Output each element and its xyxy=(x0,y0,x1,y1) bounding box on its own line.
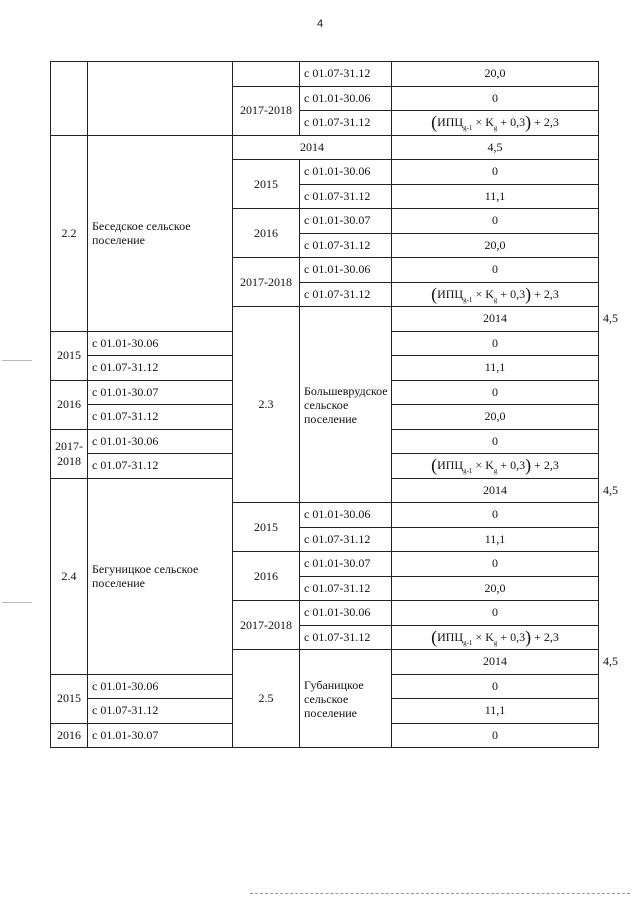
year-cell: 2016 xyxy=(51,380,88,429)
row-number-cell: 2.4 xyxy=(51,478,88,674)
table-row: 2.5 Губаницкое сельское поселение 2014 4,5 xyxy=(51,650,599,675)
value-cell: 11,1 xyxy=(392,527,599,552)
table-row: 2.4 Бегуницкое сельское поселение 2014 4,5 xyxy=(51,478,599,503)
period-cell: с 01.01-30.06 xyxy=(300,86,392,111)
period-cell: с 01.07-31.12 xyxy=(300,184,392,209)
value-cell: 0 xyxy=(392,723,599,748)
base-year-cell: 2014 xyxy=(233,135,392,160)
page-number: 4 xyxy=(316,18,324,30)
period-cell: с 01.07-31.12 xyxy=(88,405,233,430)
tariff-formula: $(ИПЦ_{g-1} \times K_g + 0,3) + 2,3$ xyxy=(431,455,559,476)
settlement-name-cell: Большеврудское сельское поселение xyxy=(300,307,392,503)
row-number-cell: 2.2 xyxy=(51,135,88,331)
period-cell: с 01.01-30.06 xyxy=(88,429,233,454)
period-cell: с 01.01-30.07 xyxy=(300,552,392,577)
settlement-name-cell: Беседское сельское поселение xyxy=(88,135,233,331)
year-cell: 2016 xyxy=(233,552,300,601)
value-cell: 0 xyxy=(392,503,599,528)
value-cell: 0 xyxy=(392,209,599,234)
footer-rule xyxy=(250,893,630,894)
value-cell: 0 xyxy=(392,258,599,283)
period-cell: с 01.01-30.07 xyxy=(300,209,392,234)
value-cell: 0 xyxy=(392,601,599,626)
margin-mark xyxy=(2,360,32,361)
period-cell: с 01.07-31.12 xyxy=(300,62,392,87)
value-cell: 0 xyxy=(392,380,599,405)
period-cell: с 01.07-31.12 xyxy=(300,576,392,601)
value-cell: 0 xyxy=(392,674,599,699)
value-cell: 0 xyxy=(392,160,599,185)
value-cell: 20,0 xyxy=(392,405,599,430)
settlement-name-cell: Губаницкое сельское поселение xyxy=(300,650,392,748)
period-cell: с 01.01-30.06 xyxy=(88,674,233,699)
value-cell: 20,0 xyxy=(392,576,599,601)
base-year-cell: 2014 xyxy=(392,307,599,332)
value-cell: 0 xyxy=(392,429,599,454)
year-cell: 2015 xyxy=(233,503,300,552)
value-cell: 20,0 xyxy=(392,233,599,258)
settlement-name-cell xyxy=(88,62,233,136)
period-cell: с 01.07-31.12 xyxy=(300,282,392,307)
year-cell: 2015 xyxy=(233,160,300,209)
period-cell: с 01.07-31.12 xyxy=(300,233,392,258)
row-number-cell: 2.3 xyxy=(233,307,300,503)
tariff-formula: $(ИПЦ_{g-1} \times K_g + 0,3) + 2,3$ xyxy=(431,626,559,647)
period-cell: с 01.01-30.07 xyxy=(88,380,233,405)
period-cell: с 01.01-30.06 xyxy=(88,331,233,356)
base-year-cell: 2014 xyxy=(392,478,599,503)
year-cell: 2016 xyxy=(51,723,88,748)
row-number-cell xyxy=(51,62,88,136)
table-row xyxy=(51,135,599,160)
year-cell: 2015 xyxy=(51,674,88,723)
formula-cell xyxy=(392,454,599,479)
value-cell: 4,5 xyxy=(392,135,599,160)
year-cell: 2016 xyxy=(233,209,300,258)
formula-cell xyxy=(392,111,599,136)
year-cell: 2015 xyxy=(51,331,88,380)
formula-cell xyxy=(392,625,599,650)
value-cell: 0 xyxy=(392,331,599,356)
tariff-formula: $(ИПЦ_{g-1} \times K_g + 0,3) + 2,3$ xyxy=(431,283,559,304)
value-cell: 20,0 xyxy=(392,62,599,87)
value-cell: 11,1 xyxy=(392,356,599,381)
year-cell xyxy=(233,62,300,87)
table-row: 2.3 Большеврудское сельское поселение 2014 4,5 xyxy=(51,307,599,332)
period-cell: с 01.01-30.07 xyxy=(88,723,233,748)
period-cell: с 01.07-31.12 xyxy=(88,699,233,724)
period-cell: с 01.07-31.12 xyxy=(300,111,392,136)
settlement-name-cell: Бегуницкое сельское поселение xyxy=(88,478,233,674)
period-cell: с 01.07-31.12 xyxy=(300,625,392,650)
base-year-cell: 2014 xyxy=(392,650,599,675)
period-cell: с 01.01-30.06 xyxy=(300,258,392,283)
period-cell: с 01.01-30.06 xyxy=(300,601,392,626)
value-cell: 11,1 xyxy=(392,699,599,724)
period-cell: с 01.01-30.06 xyxy=(300,503,392,528)
value-cell: 0 xyxy=(392,552,599,577)
year-cell: 2017-2018 xyxy=(233,601,300,650)
row-number-cell: 2.5 xyxy=(233,650,300,748)
period-cell: с 01.07-31.12 xyxy=(88,454,233,479)
period-cell: с 01.01-30.06 xyxy=(300,160,392,185)
year-cell: 2017-2018 xyxy=(233,258,300,307)
period-cell: с 01.07-31.12 xyxy=(300,527,392,552)
table-row xyxy=(51,62,599,87)
period-cell: с 01.07-31.12 xyxy=(88,356,233,381)
tariff-formula: $(ИПЦ_{g-1} \times K_g + 0,3) + 2,3$ xyxy=(431,112,559,133)
year-cell: 2017-2018 xyxy=(51,429,88,478)
tariff-table xyxy=(50,61,618,748)
year-cell: 2017-2018 xyxy=(233,86,300,135)
margin-mark xyxy=(2,602,32,603)
value-cell: 11,1 xyxy=(392,184,599,209)
formula-cell xyxy=(392,282,599,307)
value-cell: 0 xyxy=(392,86,599,111)
